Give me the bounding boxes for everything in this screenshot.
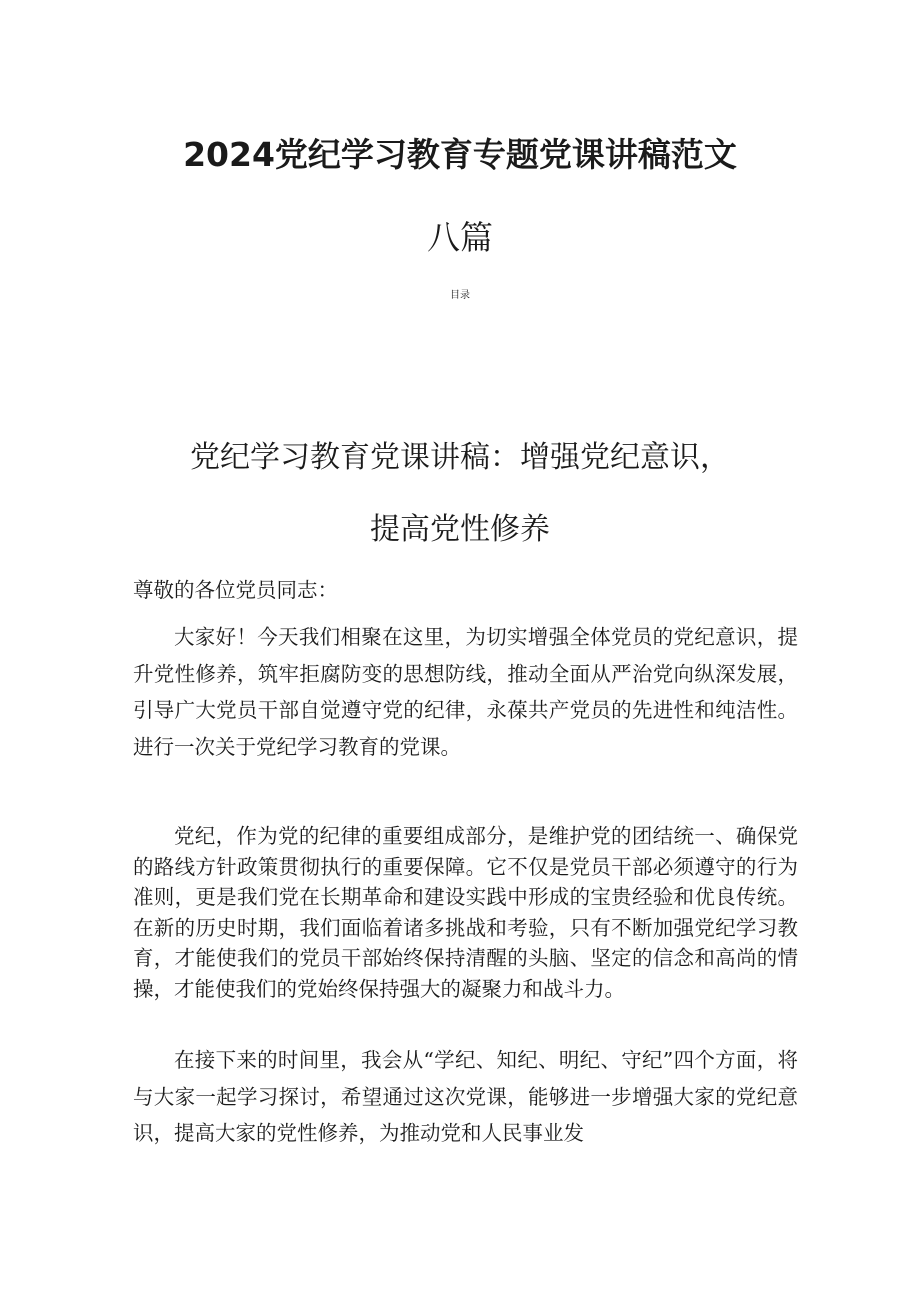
body-paragraph: 在接下来的时间里，我会从“学纪、知纪、明纪、守纪”四个方面，将与大家一起学习探讨，希望通过这次党课，能够进一步增强大家的党纪意识，提高大家的党性修养，为推动党和人民事业发 xyxy=(133,1048,798,1145)
section-title-line2: 提高党性修养 xyxy=(370,512,550,547)
document-title-line1: 2024党纪学习教育专题党课讲稿范文 xyxy=(183,135,737,174)
document-title-line2: 八篇 xyxy=(427,218,493,257)
salutation: 尊敬的各位党员同志： xyxy=(133,578,338,602)
body-paragraph: 大家好！今天我们相聚在这里，为切实增强全体党员的党纪意识，提升党性修养，筑牢拒腐防变的思想防线，推动全面从严治党向纵深发展，引导广大党员干部自觉遵守党的纪律，永葆共产党员的先进性和纯洁性。进行一次关于党纪学习教育的党课。 xyxy=(133,625,798,759)
table-of-contents-label: 目录 xyxy=(450,290,470,301)
section-title-line1: 党纪学习教育党课讲稿：增强党纪意识， xyxy=(190,440,730,475)
body-paragraph: 党纪，作为党的纪律的重要组成部分，是维护党的团结统一、确保党的路线方针政策贯彻执行的重要保障。它不仅是党员干部必须遵守的行为准则，更是我们党在长期革命和建设实践中形成的宝贵经验和优良传统。在新的历史时期，我们面临着诸多挑战和考验，只有不断加强党纪学习教育，才能使我们的党员干部始终保持清醒的头脑、坚定的信念和高尚的情操，才能使我们的党始终保持强大的凝聚力和战斗力。 xyxy=(133,824,798,1001)
